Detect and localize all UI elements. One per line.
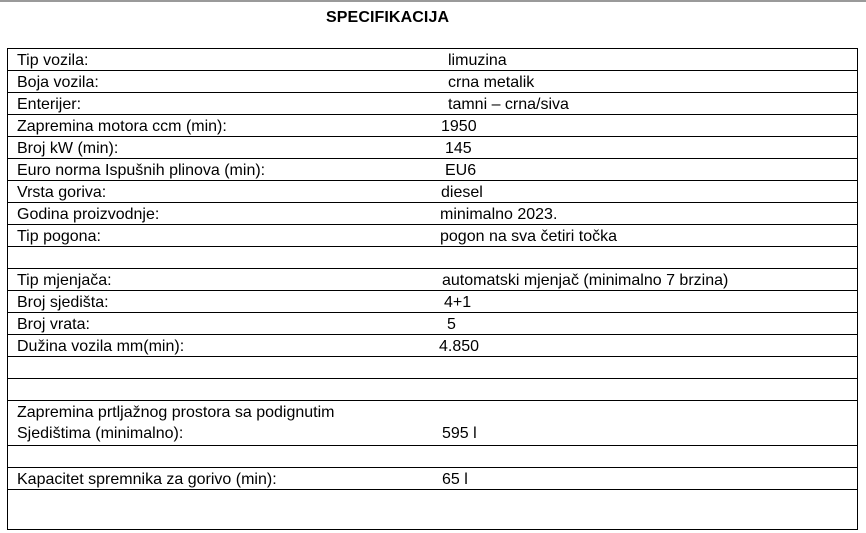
row-value: 4+1 (444, 294, 472, 311)
row-value: 5 (447, 316, 456, 333)
row-value: 65 l (442, 471, 468, 488)
row-label: Euro norma Ispušnih plinova (min): (17, 162, 266, 179)
top-border-line (0, 0, 866, 2)
row-value: 4.850 (439, 338, 480, 355)
row-label: Dužina vozila mm(min): (17, 338, 185, 355)
row-label-line2: Sjedištima (minimalno): (17, 425, 184, 442)
row-value: 145 (445, 140, 472, 157)
row-value: limuzina (448, 52, 507, 69)
row-value: 595 l (442, 425, 477, 442)
row-label: Godina proizvodnje: (17, 206, 160, 223)
table-row-empty (8, 446, 857, 468)
table-row (8, 468, 857, 490)
row-label: Broj vrata: (17, 316, 90, 333)
table-row-empty (8, 490, 857, 529)
row-label: Boja vozila: (17, 74, 99, 91)
row-value: EU6 (445, 162, 477, 179)
row-label: Tip pogona: (17, 228, 101, 245)
row-label-line1: Zapremina prtljažnog prostora sa podignutim (17, 404, 335, 421)
row-label: Tip vozila: (17, 52, 89, 69)
table-row (8, 269, 857, 291)
specification-table (7, 48, 858, 530)
table-row (8, 71, 857, 93)
row-label: Broj sjedišta: (17, 294, 109, 311)
row-label: Enterijer: (17, 96, 82, 113)
row-label: Zapremina motora ccm (min): (17, 118, 227, 135)
table-row (8, 93, 857, 115)
row-label: Tip mjenjača: (17, 272, 112, 289)
table-row (8, 313, 857, 335)
table-row (8, 401, 857, 446)
table-row (8, 159, 857, 181)
row-value: diesel (441, 184, 483, 201)
row-value: 1950 (441, 118, 477, 135)
page-title: SPECIFIKACIJA (326, 9, 450, 26)
table-row (8, 225, 857, 247)
table-row-empty (8, 357, 857, 379)
row-label: Vrsta goriva: (17, 184, 107, 201)
table-row (8, 291, 857, 313)
row-label: Kapacitet spremnika za gorivo (min): (17, 471, 277, 488)
table-row (8, 115, 857, 137)
row-value: minimalno 2023. (440, 206, 558, 223)
row-value: crna metalik (448, 74, 535, 91)
table-row-empty (8, 247, 857, 269)
table-row (8, 49, 857, 71)
row-value: automatski mjenjač (minimalno 7 brzina) (442, 272, 729, 289)
row-value: tamni – crna/siva (448, 96, 569, 113)
row-label: Broj kW (min): (17, 140, 119, 157)
table-row-empty (8, 379, 857, 401)
row-value: pogon na sva četiri točka (440, 228, 617, 245)
table-row (8, 203, 857, 225)
table-row (8, 181, 857, 203)
table-row (8, 335, 857, 357)
table-row (8, 137, 857, 159)
